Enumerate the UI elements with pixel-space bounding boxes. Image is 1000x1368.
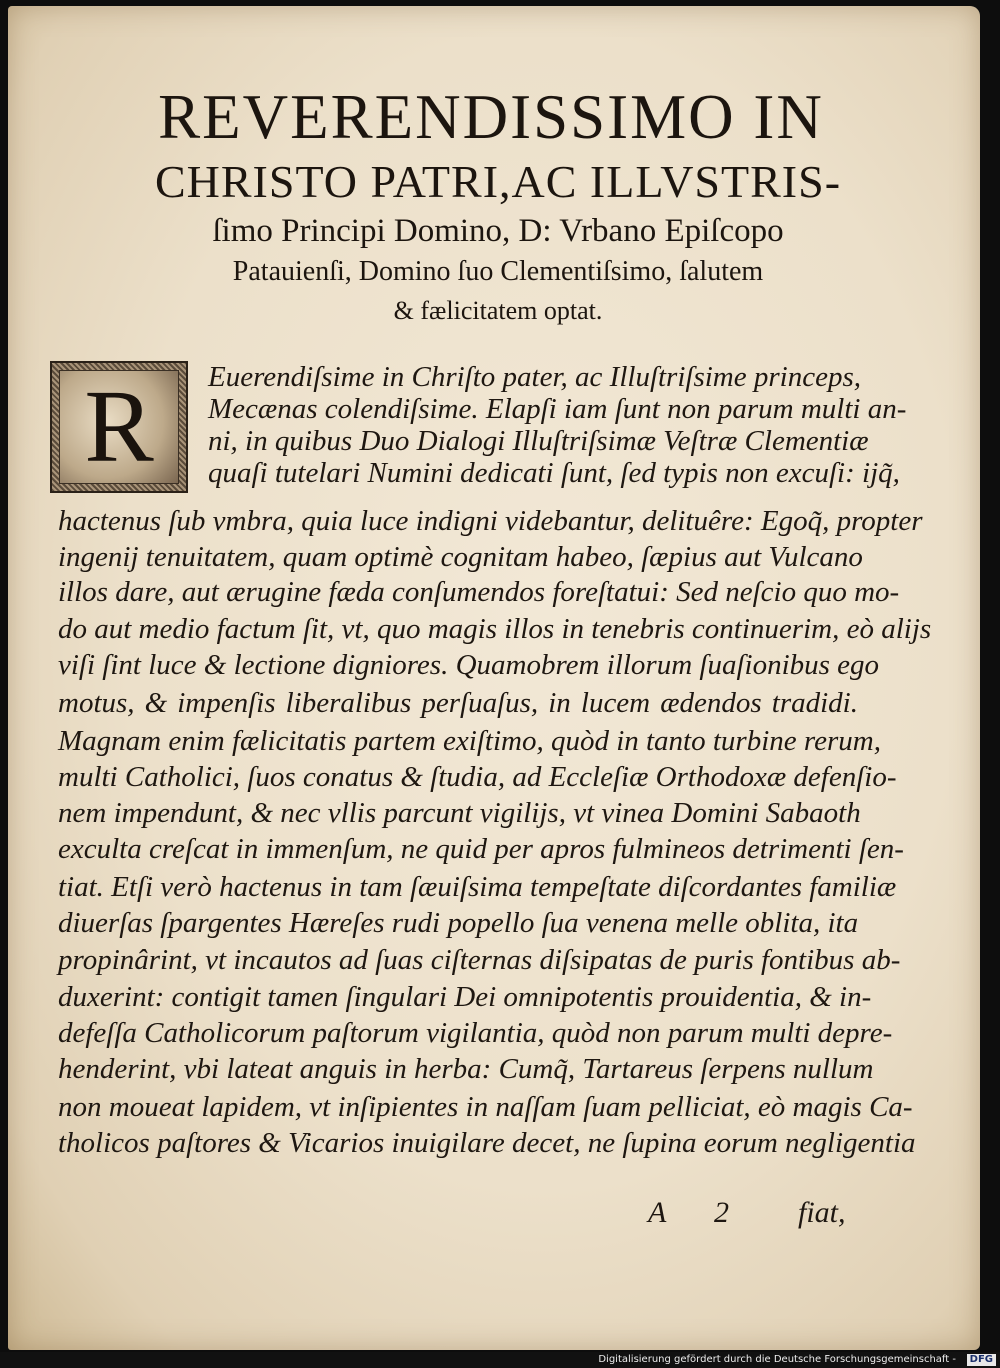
body-line: tiat. Etſi verò hactenus in tam ſæuiſsima tempeſtate diſcordantes familiæ: [58, 871, 897, 903]
heading-line-5: & fælicitatem optat.: [393, 296, 603, 325]
body-line: duxerint: contigit tamen ſingulari Dei omnipotentis prouidentia, & in-: [58, 981, 872, 1013]
book-page: [8, 6, 980, 1350]
body-line: tholicos paſtores & Vicarios inuigilare decet, ne ſupina eorum negligentia: [58, 1127, 916, 1159]
body-line: propinârint, vt incautos ad ſuas ciſternas diſsipatas de puris fontibus ab-: [58, 944, 901, 976]
catchword: fiat,: [798, 1196, 846, 1229]
dfg-logo-icon: DFG: [967, 1354, 996, 1366]
body-line: motus, & impenſis liberalibus perſuaſus, in lucem ædendos tradidi.: [58, 687, 858, 719]
body-line: exculta creſcat in immenſum, ne quid per apros fulmineos detrimenti ſen-: [58, 833, 904, 865]
initial-letter: R: [59, 370, 179, 484]
body-line: diuerſas ſpargentes Hæreſes rudi popello ſua venena melle oblita, ita: [58, 907, 859, 939]
body-line: non moueat lapidem, vt inſipientes in naſſam ſuam pelliciat, eò magis Ca-: [58, 1091, 913, 1123]
signature-mark: A: [648, 1196, 667, 1229]
body-line: Magnam enim fælicitatis partem exiſtimo, quòd in tanto turbine rerum,: [58, 725, 881, 757]
decorated-initial: [50, 361, 188, 493]
heading-line-1: REVERENDISSIMO IN: [158, 82, 824, 152]
body-line: viſi ſint luce & lectione digniores. Quamobrem illorum ſuaſionibus ego: [58, 649, 880, 681]
body-line: nem impendunt, & nec vllis parcunt vigilijs, vt vinea Domini Sabaoth: [58, 797, 861, 829]
dedication-heading: [38, 80, 958, 330]
heading-line-2: CHRISTO PATRI,AC ILLVSTRIS-: [154, 156, 842, 207]
dfg-attribution-text: Digitalisierung gefördert durch die Deutsche Forschungsgemeinschaft -: [598, 1354, 956, 1365]
body-line: multi Catholici, ſuos conatus & ſtudia, ad Eccleſiæ Orthodoxæ defenſio-: [58, 761, 897, 793]
body-line: ni, in quibus Duo Dialogi Illuſtriſsimæ Veſtræ Clementiæ: [208, 425, 869, 457]
body-line: henderint, vbi lateat anguis in herba: Cumq̃, Tartareus ſerpens nullum: [58, 1053, 874, 1085]
body-line: illos dare, aut ærugine fæda conſumendos foreſtatui: Sed neſcio quo mo-: [58, 576, 900, 608]
body-line: ingenij tenuitatem, quam optimè cognitam habeo, ſæpius aut Vulcano: [58, 541, 863, 573]
body-line: hactenus ſub vmbra, quia luce indigni videbantur, delituêre: Egoq̃, propter: [58, 505, 923, 537]
heading-line-3: ſimo Principi Domino, D: Vrbano Epiſcopo: [212, 213, 784, 249]
heading-line-4: Patauienſi, Domino ſuo Clementiſsimo, ſalutem: [232, 256, 764, 287]
page-footer: [8, 1196, 988, 1236]
body-line: Mecænas colendiſsime. Elapſi iam ſunt non parum multi an-: [208, 393, 907, 425]
body-line: defeſſa Catholicorum paſtorum vigilantia, quòd non parum multi depre-: [58, 1017, 893, 1049]
body-line: quaſi tutelari Numini dedicati ſunt, ſed typis non excuſi: ijq̃,: [208, 457, 900, 489]
body-line: do aut medio factum ſit, vt, quo magis illos in tenebris continuerim, eò alijs: [58, 613, 932, 645]
body-line: Euerendiſsime in Chriſto pater, ac Illuſtriſsime princeps,: [208, 361, 861, 393]
page-number: 2: [714, 1196, 729, 1229]
dfg-attribution-bar: [0, 1352, 1000, 1368]
